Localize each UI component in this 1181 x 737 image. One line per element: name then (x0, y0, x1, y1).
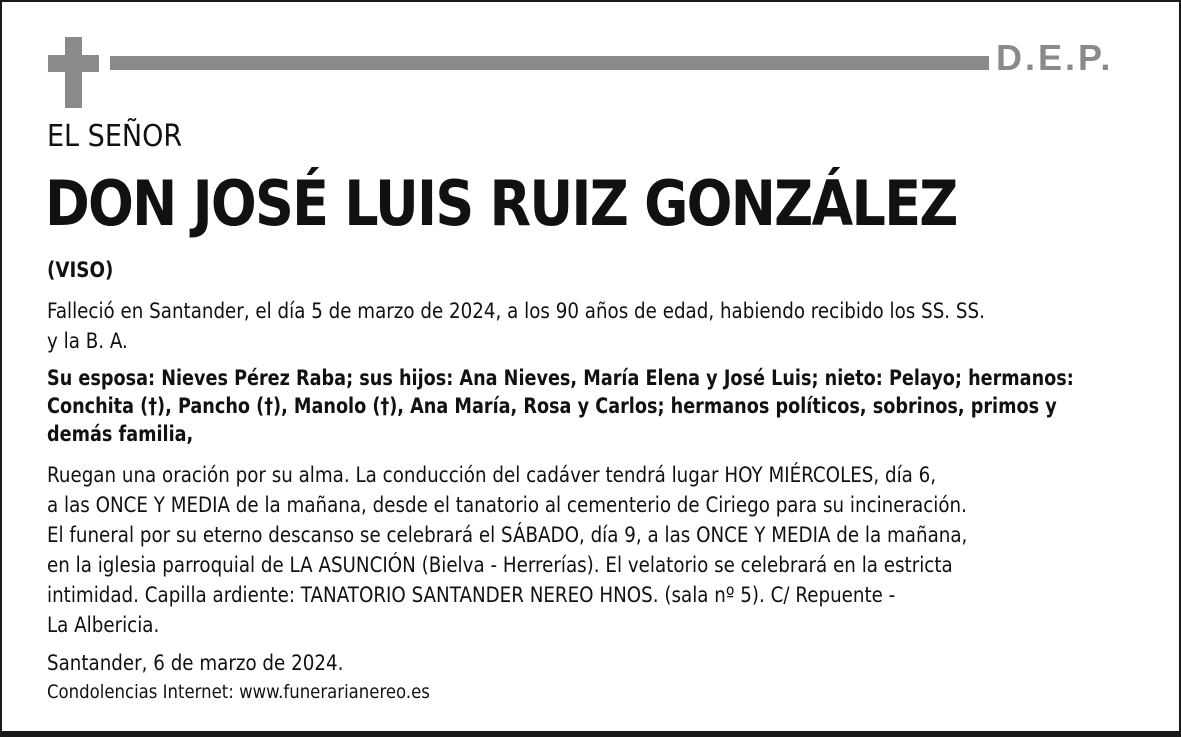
condolences-link[interactable]: Condolencias Internet: www.funerarianereo.es (47, 681, 430, 703)
service-line: en la iglesia parroquial de LA ASUNCIÓN (Bielva - Herrerías). El velatorio se celebrará en la estricta (47, 553, 953, 577)
service-line: a las ONCE Y MEDIA de la mañana, desde el tanatorio al cementerio de Ciriego para su incineración. (47, 493, 967, 517)
family-list (47, 364, 1105, 448)
header-rule (110, 56, 989, 70)
alias: (VISO) (47, 258, 114, 282)
family-line: demás familia, (47, 422, 194, 446)
service-details (47, 460, 1108, 640)
death-announcement (47, 296, 1108, 356)
service-line: La Albericia. (47, 613, 160, 637)
honorific: EL SEÑOR (47, 119, 183, 154)
death-line: y la B. A. (47, 329, 128, 353)
family-line: Su esposa: Nieves Pérez Raba; sus hijos: Ana Nieves, María Elena y José Luis; nieto: Pelayo; hermanos: (47, 366, 1074, 390)
family-line: Conchita (†), Pancho (†), Manolo (†), Ana María, Rosa y Carlos; hermanos políticos, sobrinos, primos y (47, 394, 1057, 418)
cross-icon-bar (48, 55, 99, 72)
service-line: intimidad. Capilla ardiente: TANATORIO SANTANDER NEREO HNOS. (sala nº 5). C/ Repuente - (47, 583, 896, 607)
dep-label: D.E.P. (996, 37, 1114, 78)
death-line: Falleció en Santander, el día 5 de marzo de 2024, a los 90 años de edad, habiendo recibido los SS. SS. (47, 299, 985, 323)
deceased-name: DON JOSÉ LUIS RUIZ GONZÁLEZ (45, 167, 957, 240)
service-line: El funeral por su eterno descanso se celebrará el SÁBADO, día 9, a las ONCE Y MEDIA de la mañana, (47, 523, 968, 547)
service-line: Ruegan una oración por su alma. La conducción del cadáver tendrá lugar HOY MIÉRCOLES, día 6, (47, 463, 937, 487)
place-date: Santander, 6 de marzo de 2024. (47, 651, 344, 675)
cross-icon (65, 37, 82, 108)
